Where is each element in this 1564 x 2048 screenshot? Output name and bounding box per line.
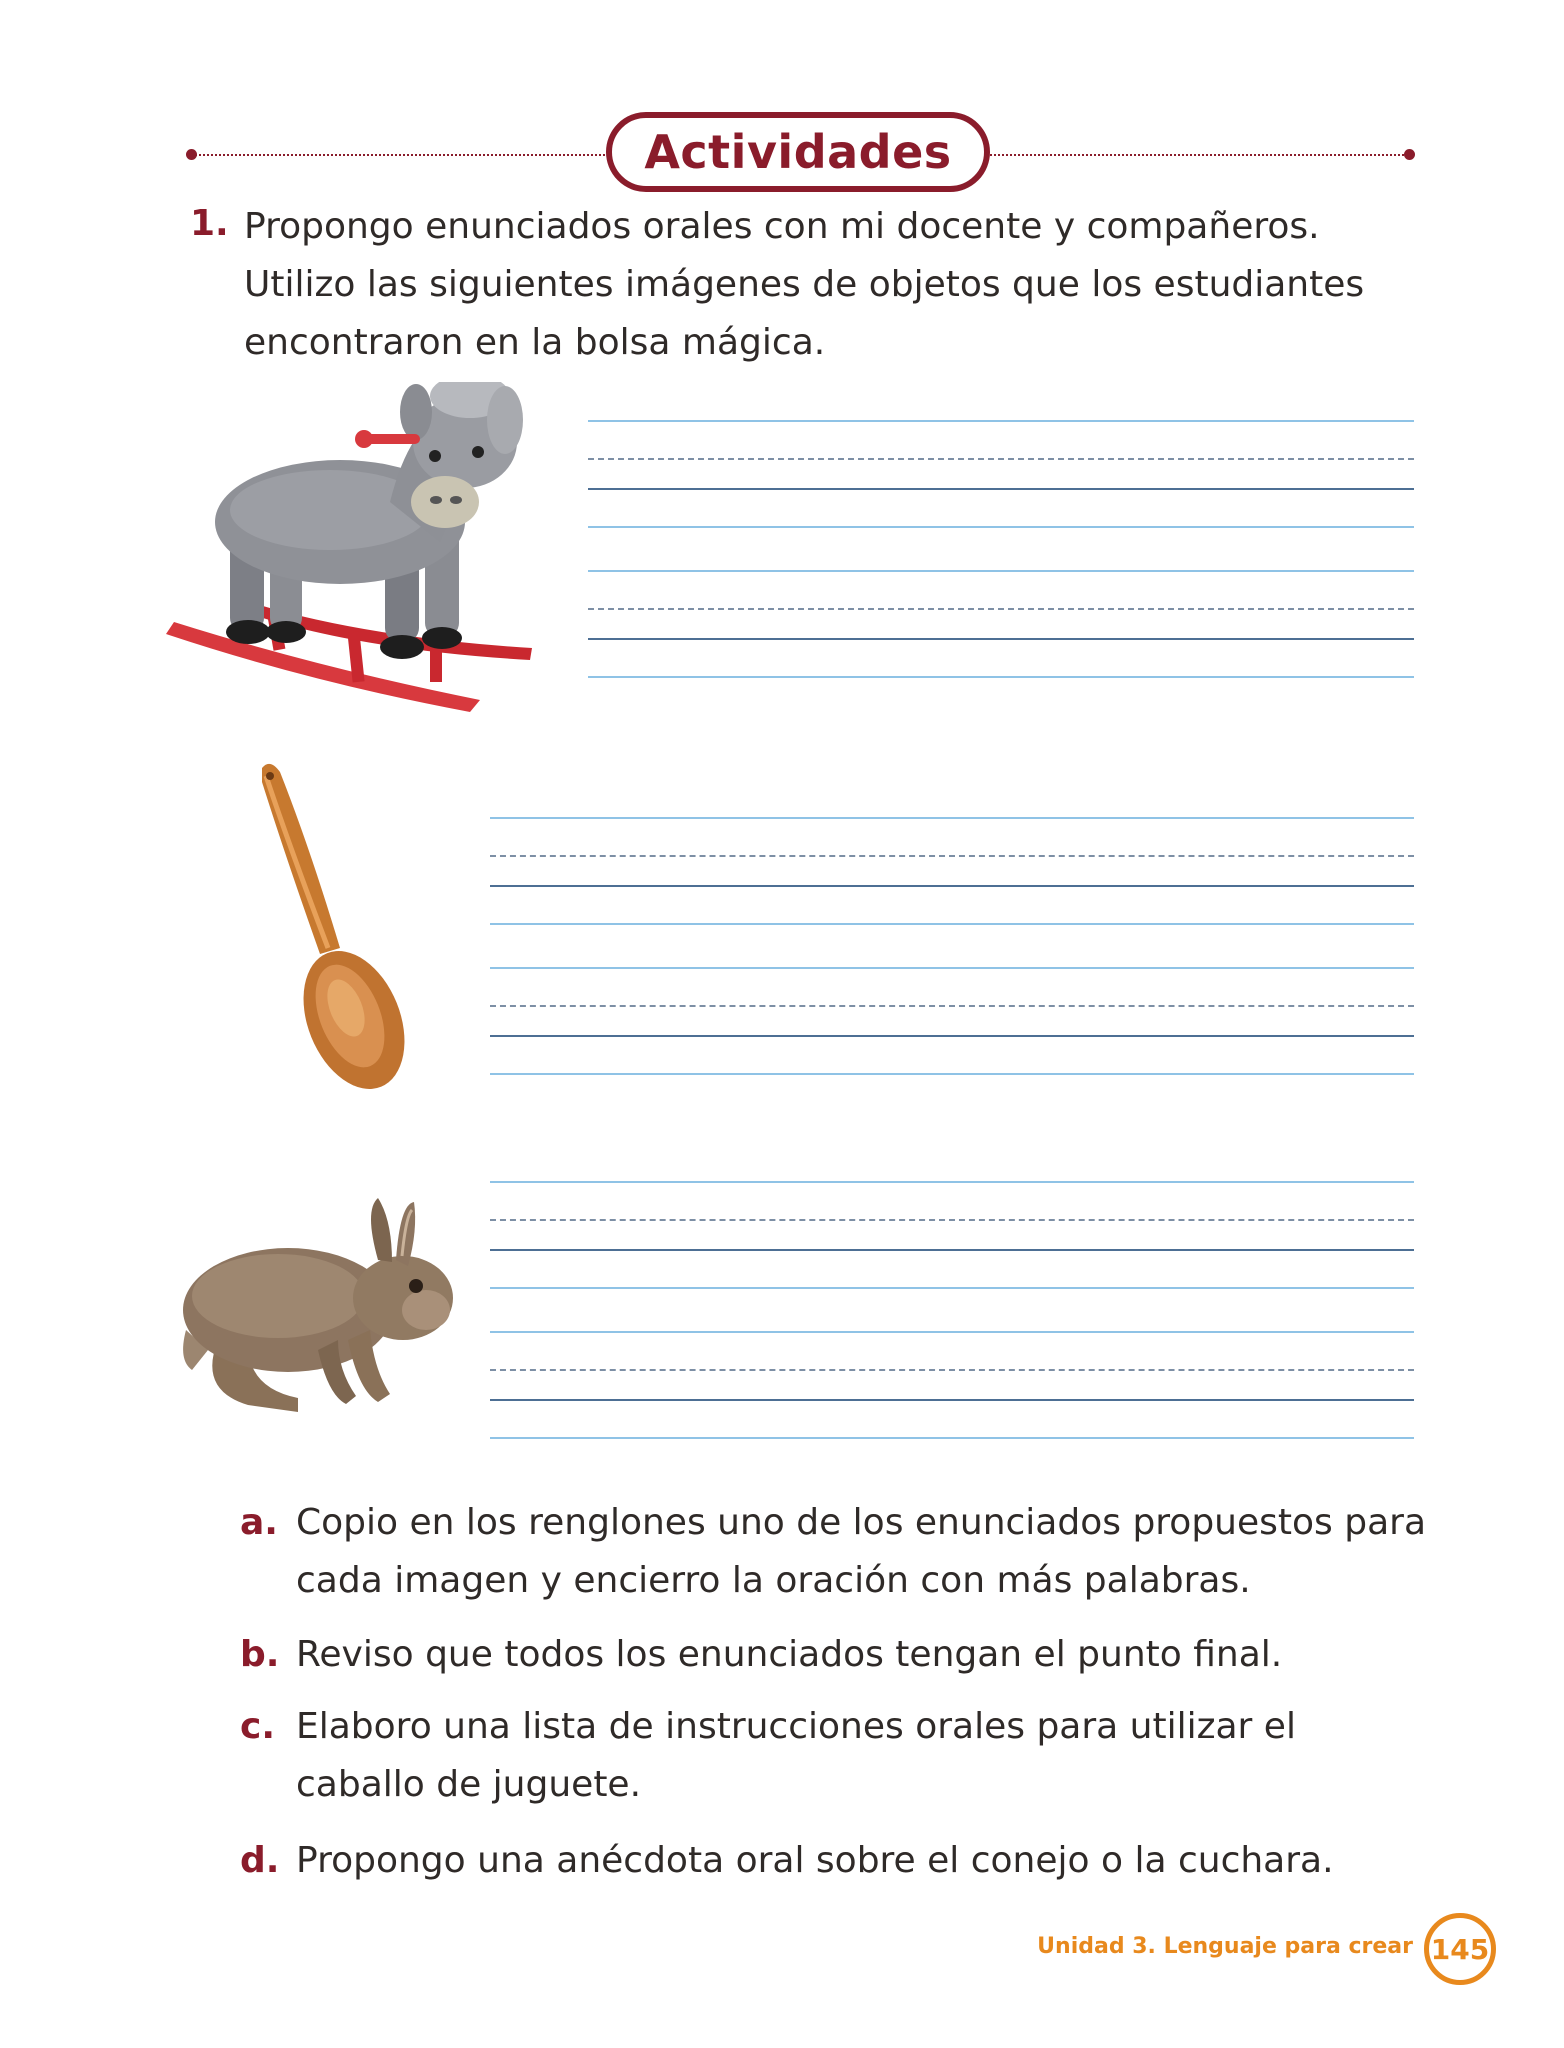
header-dot-right bbox=[1404, 149, 1415, 160]
item-line: cada imagen y encierro la oración con más palabras. bbox=[296, 1560, 1251, 1601]
question-line: Utilizo las siguientes imágenes de objetos que los estudiantes bbox=[244, 264, 1365, 305]
instruction-item-a bbox=[240, 1494, 1427, 1610]
wooden-spoon-icon bbox=[250, 758, 470, 1098]
writing-lines-1 bbox=[588, 420, 1414, 680]
question-text bbox=[244, 198, 1394, 372]
item-line: Copio en los renglones uno de los enunciados propuestos para bbox=[296, 1502, 1427, 1543]
header-dotted-rule-left bbox=[192, 154, 612, 156]
question-line: Propongo enunciados orales con mi docente y compañeros. bbox=[244, 206, 1320, 247]
page-number: 145 bbox=[1424, 1913, 1496, 1985]
instruction-item-d bbox=[240, 1832, 1420, 1890]
item-line: Elaboro una lista de instrucciones orales para utilizar el bbox=[296, 1706, 1296, 1747]
item-line: Reviso que todos los enunciados tengan el punto final. bbox=[296, 1634, 1283, 1675]
footer-unit-label: Unidad 3. Lenguaje para crear bbox=[1037, 1934, 1413, 1959]
item-letter: a. bbox=[240, 1502, 278, 1543]
item-letter: d. bbox=[240, 1840, 280, 1881]
item-line: Propongo una anécdota oral sobre el conejo o la cuchara. bbox=[296, 1840, 1334, 1881]
page-title: Actividades bbox=[644, 125, 952, 179]
item-letter: c. bbox=[240, 1706, 276, 1747]
activities-title-pill bbox=[606, 112, 990, 192]
writing-lines-3 bbox=[490, 1181, 1414, 1441]
item-line: caballo de juguete. bbox=[296, 1764, 642, 1805]
instruction-item-b bbox=[240, 1626, 1420, 1684]
writing-lines-2 bbox=[490, 817, 1414, 1077]
rocking-horse-icon bbox=[160, 382, 550, 712]
header-dotted-rule-right bbox=[990, 154, 1408, 156]
question-number: 1. bbox=[190, 203, 229, 244]
hare-icon bbox=[178, 1190, 468, 1420]
question-line: encontraron en la bolsa mágica. bbox=[244, 322, 826, 363]
item-letter: b. bbox=[240, 1634, 280, 1675]
instruction-item-c bbox=[240, 1698, 1420, 1814]
